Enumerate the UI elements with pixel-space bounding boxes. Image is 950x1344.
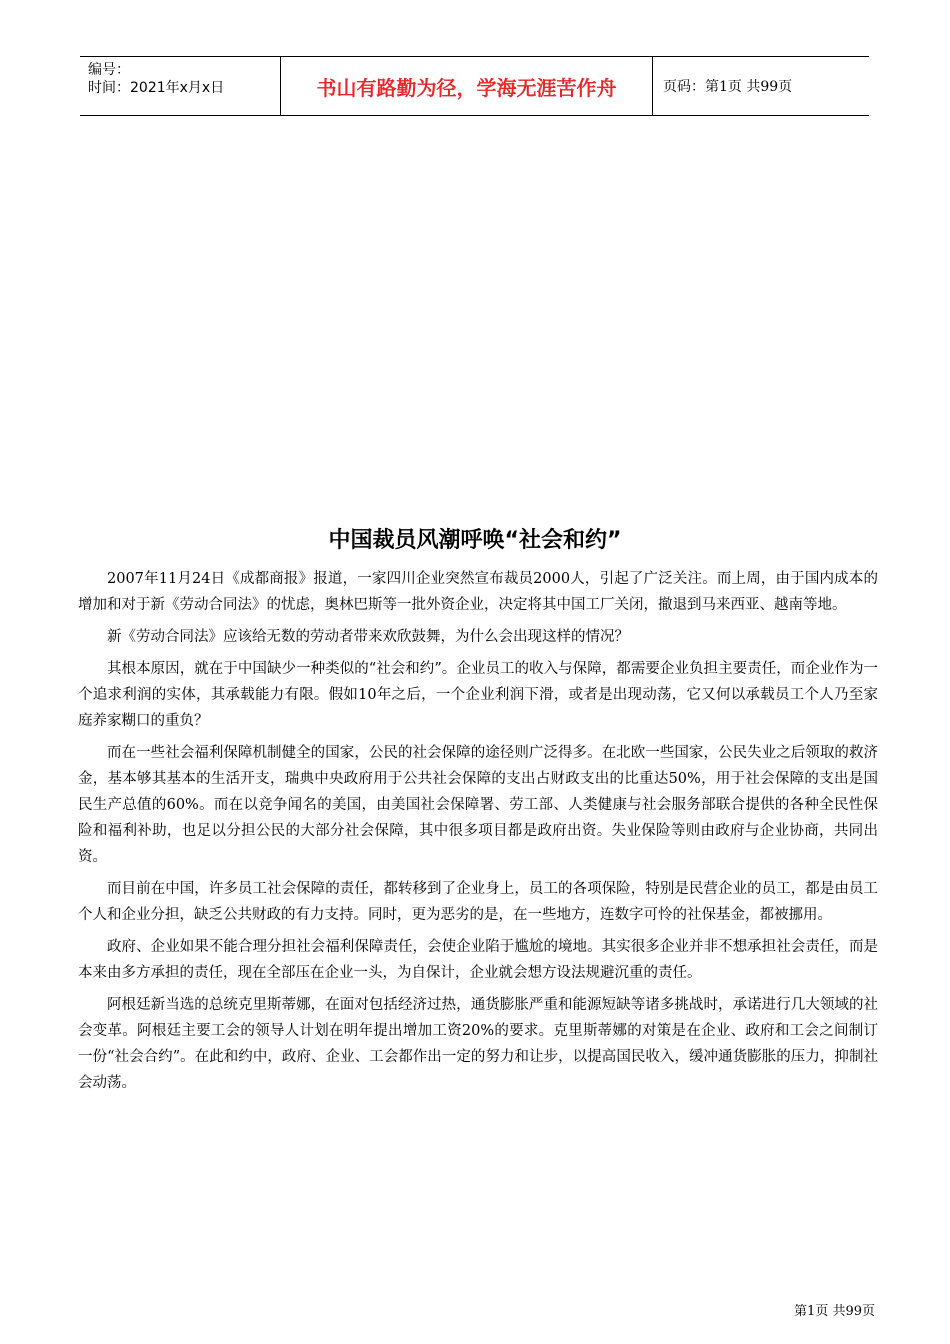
page-footer: 第1页 共99页 bbox=[794, 1304, 875, 1319]
paragraph: 2007年11月24日《成都商报》报道，一家四川企业突然宣布裁员2000人，引起了广泛关注。而上周，由于国内成本的增加和对于新《劳动合同法》的忧虑，奥林巴斯等一批外资企业，决定将其中国工厂关闭，撤退到马来西亚、越南等地。 bbox=[78, 571, 878, 613]
article-body bbox=[78, 566, 878, 1102]
header-meta bbox=[80, 57, 280, 115]
header-motto: 书山有路勤为径，学海无涯苦作舟 bbox=[280, 57, 653, 115]
paragraph: 而在一些社会福利保障机制健全的国家，公民的社会保障的途径则广泛得多。在北欧一些国家，公民失业之后领取的救济金，基本够其基本的生活开支，瑞典中央政府用于公共社会保障的支出占财政支出的比重达50%，用于社会保障的支出是国民生产总值的60%。而在以竞争闻名的美国，由美国社会保障署、劳工部、人类健康与社会服务部联合提供的各种全民性保险和福利补助，也足以分担公民的大部分社会保障，其中很多项目都是政府出资。失业保险等则由政府与企业协商，共同出资。 bbox=[78, 745, 878, 865]
page-header bbox=[80, 56, 869, 116]
document-number-label: 编号： bbox=[88, 62, 130, 78]
paragraph: 新《劳动合同法》应该给无数的劳动者带来欢欣鼓舞，为什么会出现这样的情况？ bbox=[107, 629, 629, 645]
paragraph: 其根本原因，就在于中国缺少一种类似的“社会和约”。企业员工的收入与保障，都需要企业负担主要责任，而企业作为一个追求利润的实体，其承载能力有限。假如10年之后，一个企业利润下滑，或者是出现动荡，它又何以承载员工个人乃至家庭养家糊口的重负？ bbox=[78, 661, 878, 729]
article-title: 中国裁员风潮呼唤“社会和约” bbox=[328, 528, 622, 553]
paragraph: 政府、企业如果不能合理分担社会福利保障责任，会使企业陷于尴尬的境地。其实很多企业并非不想承担社会责任，而是本来由多方承担的责任，现在全部压在企业一头，为自保计，企业就会想方设法规避沉重的责任。 bbox=[78, 939, 878, 981]
document-time: 时间：2021年x月x日 bbox=[88, 80, 225, 96]
header-page-info: 页码：第1页 共99页 bbox=[663, 79, 793, 95]
paragraph: 阿根廷新当选的总统克里斯蒂娜，在面对包括经济过热，通货膨胀严重和能源短缺等诸多挑战时，承诺进行几大领域的社会变革。阿根廷主要工会的领导人计划在明年提出增加工资20%的要求。克里斯蒂娜的对策是在企业、政府和工会之间制订一份“社会合约”。在此和约中，政府、企业、工会都作出一定的努力和让步，以提高国民收入，缓冲通货膨胀的压力，抑制社会动荡。 bbox=[78, 997, 878, 1091]
paragraph: 而目前在中国，许多员工社会保障的责任，都转移到了企业身上，员工的各项保险，特别是民营企业的员工，都是由员工个人和企业分担，缺乏公共财政的有力支持。同时，更为恶劣的是，在一些地方，连数字可怜的社保基金，都被挪用。 bbox=[78, 881, 878, 923]
